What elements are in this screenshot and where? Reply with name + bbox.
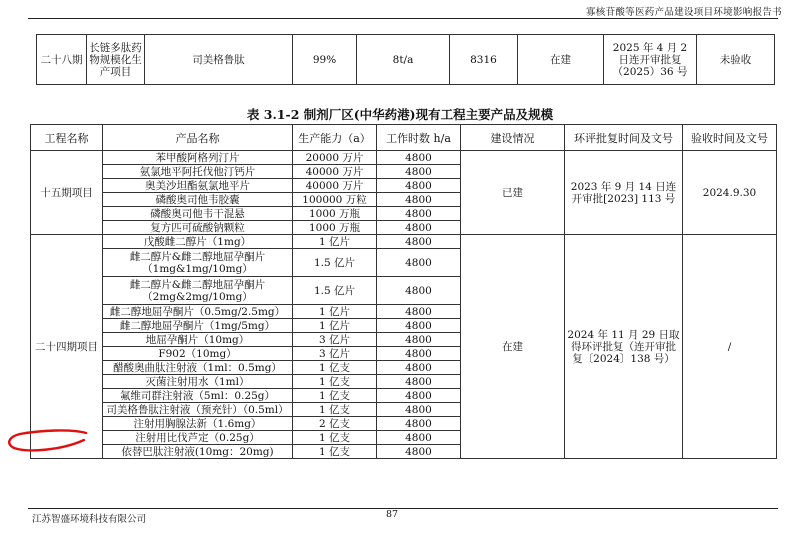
document-header-title: 寡核苷酸等医药产品建设项目环境影响报告书 <box>585 7 782 18</box>
group-acceptance-cell: 2024.9.30 <box>683 151 777 235</box>
hours-cell: 4800 <box>377 347 461 361</box>
capacity-cell: 8t/a <box>357 35 450 85</box>
hours-cell: 4800 <box>377 305 461 319</box>
capacity-cell: 2 亿支 <box>293 417 377 431</box>
hours-cell: 4800 <box>377 319 461 333</box>
hours-cell: 4800 <box>377 151 461 165</box>
capacity-cell: 100000 万粒 <box>293 193 377 207</box>
group-name-cell: 十五期项目 <box>31 151 103 235</box>
status-cell: 在建 <box>518 35 604 85</box>
col-header-acceptance: 验收时间及文号 <box>683 125 777 151</box>
product-name-cell: 司美格鲁肽注射液（预充针）（0.5ml） <box>103 403 293 417</box>
capacity-cell: 1 亿支 <box>293 389 377 403</box>
capacity-cell: 1000 万瓶 <box>293 207 377 221</box>
table-header-row <box>31 125 777 151</box>
capacity-cell: 1000 万瓶 <box>293 221 377 235</box>
col-header-project: 工程名称 <box>31 125 103 151</box>
page-number: 87 <box>386 509 399 520</box>
product-name-cell: 雌二醇地屈孕酮片（0.5mg/2.5mg） <box>103 305 293 319</box>
col-header-approval: 环评批复时间及文号 <box>565 125 683 151</box>
table-caption: 表 3.1-2 制剂厂区(中华药港)现有工程主要产品及规模 <box>246 107 554 122</box>
product-name-cell: 注射用胸腺法新（1.6mg） <box>103 417 293 431</box>
capacity-cell: 1 亿片 <box>293 305 377 319</box>
red-annotation-mark <box>2 426 92 456</box>
hours-cell: 4800 <box>377 403 461 417</box>
purity-cell: 99% <box>293 35 357 85</box>
col-header-status: 建设情况 <box>461 125 565 151</box>
product-name-cell: 地屈孕酮片（10mg） <box>103 333 293 347</box>
product-name-cell: 雌二醇片&雌二醇地屈孕酮片（1mg&1mg/10mg） <box>103 249 293 277</box>
group-status-cell: 已建 <box>461 151 565 235</box>
capacity-cell: 40000 万片 <box>293 165 377 179</box>
project-cell: 长链多肽药物规模化生产项目 <box>87 35 145 85</box>
hours-cell: 4800 <box>377 361 461 375</box>
hours-cell: 4800 <box>377 431 461 445</box>
hours-cell: 4800 <box>377 235 461 249</box>
table-row <box>31 235 777 249</box>
product-name-cell: 奥美沙坦酯氨氯地平片 <box>103 179 293 193</box>
capacity-cell: 3 亿片 <box>293 333 377 347</box>
product-name-cell: F902（10mg） <box>103 347 293 361</box>
group-approval-cell: 2023 年 9 月 14 日连开审批[2023] 113 号 <box>565 151 683 235</box>
capacity-cell: 40000 万片 <box>293 179 377 193</box>
product-name-cell: 依替巴肽注射液(10mg：20mg) <box>103 445 293 459</box>
capacity-cell: 1 亿支 <box>293 403 377 417</box>
product-name-cell: 磷酸奥司他韦胶囊 <box>103 193 293 207</box>
col-header-product: 产品名称 <box>103 125 293 151</box>
hours-cell: 4800 <box>377 445 461 459</box>
product-name-cell: 氟维司群注射液（5ml：0.25g） <box>103 389 293 403</box>
hours-cell: 4800 <box>377 417 461 431</box>
capacity-cell: 20000 万片 <box>293 151 377 165</box>
capacity-cell: 1 亿片 <box>293 235 377 249</box>
group-status-cell: 在建 <box>461 235 565 459</box>
product-name-cell: 复方匹可硫酸钠颗粒 <box>103 221 293 235</box>
previous-project-table <box>36 34 775 85</box>
capacity-cell: 1 亿支 <box>293 361 377 375</box>
hours-cell: 4800 <box>377 193 461 207</box>
capacity-cell: 1 亿支 <box>293 431 377 445</box>
table-row <box>37 35 775 85</box>
table-row <box>31 151 777 165</box>
footer-divider <box>28 508 778 509</box>
product-name-cell: 醋酸奥曲肽注射液（1ml：0.5mg） <box>103 361 293 375</box>
capacity-cell: 1 亿片 <box>293 319 377 333</box>
acceptance-cell: 未验收 <box>697 35 775 85</box>
capacity-cell: 1 亿支 <box>293 445 377 459</box>
product-name-cell: 苯甲酸阿格列汀片 <box>103 151 293 165</box>
group-name-cell: 二十四期项目 <box>31 235 103 459</box>
hours-cell: 4800 <box>377 179 461 193</box>
group-acceptance-cell: / <box>683 235 777 459</box>
product-name-cell: 雌二醇片&雌二醇地屈孕酮片（2mg&2mg/10mg） <box>103 277 293 305</box>
header-divider <box>28 18 778 19</box>
approval-cell: 2025 年 4 月 2 日连开审批复（2025）36 号 <box>604 35 697 85</box>
capacity-cell: 1.5 亿片 <box>293 277 377 305</box>
footer-company: 江苏智盛环境科技有限公司 <box>32 514 147 525</box>
hours-cell: 4800 <box>377 389 461 403</box>
hours-cell: 4800 <box>377 207 461 221</box>
product-name-cell: 戊酸雌二醇片（1mg） <box>103 235 293 249</box>
hours-cell: 4800 <box>377 333 461 347</box>
phase-cell: 二十八期 <box>37 35 87 85</box>
col-header-capacity: 生产能力（a） <box>293 125 377 151</box>
hours-cell: 8316 <box>450 35 518 85</box>
hours-cell: 4800 <box>377 277 461 305</box>
capacity-cell: 1.5 亿片 <box>293 249 377 277</box>
product-name-cell: 雌二醇地屈孕酮片（1mg/5mg） <box>103 319 293 333</box>
product-name-cell: 磷酸奥司他韦干混悬 <box>103 207 293 221</box>
group-approval-cell: 2024 年 11 月 29 日取得环评批复（连开审批复〔2024〕138 号） <box>565 235 683 459</box>
products-table <box>30 124 777 459</box>
hours-cell: 4800 <box>377 249 461 277</box>
hours-cell: 4800 <box>377 375 461 389</box>
product-name-cell: 注射用比伐芦定（0.25g） <box>103 431 293 445</box>
product-cell: 司美格鲁肽 <box>145 35 293 85</box>
product-name-cell: 氨氯地平阿托伐他汀钙片 <box>103 165 293 179</box>
product-name-cell: 灭菌注射用水（1ml） <box>103 375 293 389</box>
capacity-cell: 3 亿片 <box>293 347 377 361</box>
col-header-hours: 工作时数 h/a <box>377 125 461 151</box>
hours-cell: 4800 <box>377 165 461 179</box>
capacity-cell: 1 亿支 <box>293 375 377 389</box>
hours-cell: 4800 <box>377 221 461 235</box>
